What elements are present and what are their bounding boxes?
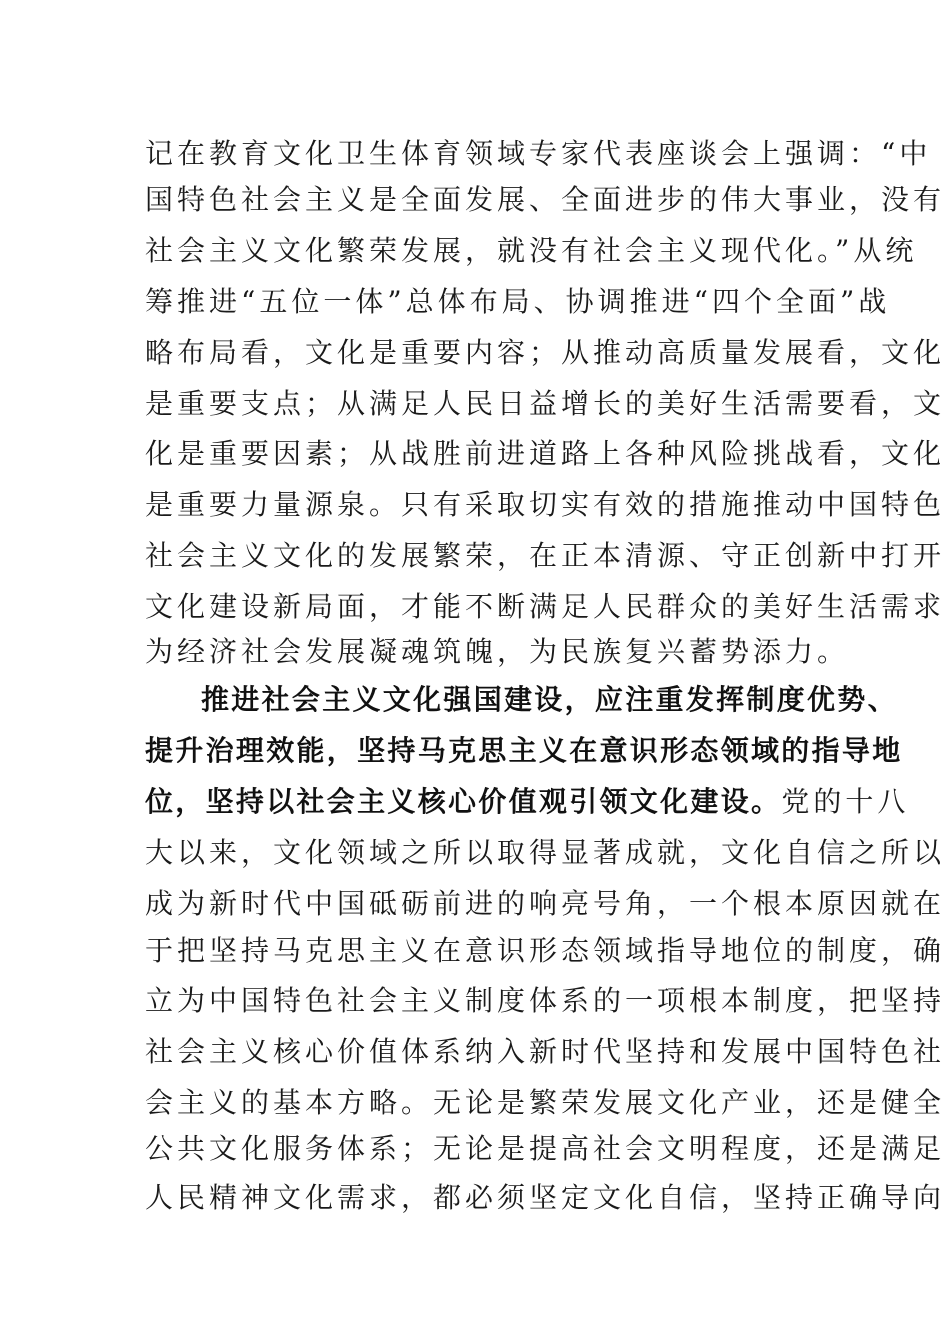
mixed-paragraph-line <box>145 784 909 820</box>
paragraph-line: 国特色社会主义是全面发展、全面进步的伟大事业，没有 <box>145 183 946 216</box>
paragraph-line: 社会主义文化的发展繁荣，在正本清源、守正创新中打开 <box>145 539 946 572</box>
bold-paragraph-line: 推进社会主义文化强国建设，应注重发挥制度优势、 <box>201 683 898 716</box>
paragraph-line: 筹推进“五位一体”总体布局、协调推进“四个全面”战 <box>145 285 891 318</box>
paragraph-line: 记在教育文化卫生体育领域专家代表座谈会上强调：“中 <box>145 137 932 170</box>
paragraph-line: 社会主义核心价值体系纳入新时代坚持和发展中国特色社 <box>145 1035 946 1068</box>
paragraph-line: 大以来，文化领域之所以取得显著成就，文化自信之所以 <box>145 836 946 869</box>
paragraph-line: 会主义的基本方略。无论是繁荣发展文化产业，还是健全 <box>145 1086 946 1119</box>
paragraph-line: 立为中国特色社会主义制度体系的一项根本制度，把坚持 <box>145 984 946 1017</box>
paragraph-line: 是重要力量源泉。只有采取切实有效的措施推动中国特色 <box>145 488 946 521</box>
paragraph-line: 化是重要因素；从战胜前进道路上各种风险挑战看，文化 <box>145 437 946 470</box>
paragraph-line: 成为新时代中国砥砺前进的响亮号角，一个根本原因就在 <box>145 887 946 920</box>
paragraph-line: 于把坚持马克思主义在意识形态领域指导地位的制度，确 <box>145 934 946 967</box>
regular-sentence-start: 党的十八 <box>781 785 910 818</box>
paragraph-line: 是重要支点；从满足人民日益增长的美好生活需要看，文 <box>145 387 946 420</box>
paragraph-line: 社会主义文化繁荣发展，就没有社会主义现代化。”从统 <box>145 234 918 267</box>
paragraph-line: 为经济社会发展凝魂筑魄，为民族复兴蓄势添力。 <box>145 635 850 668</box>
paragraph-line: 人民精神文化需求，都必须坚定文化自信，坚持正确导向 <box>145 1181 946 1214</box>
paragraph-line: 公共文化服务体系；无论是提高社会文明程度，还是满足 <box>145 1132 946 1165</box>
paragraph-line: 略布局看，文化是重要内容；从推动高质量发展看，文化 <box>145 336 946 369</box>
bold-paragraph-line: 提升治理效能，坚持马克思主义在意识形态领域的指导地 <box>145 734 903 767</box>
bold-sentence: 位，坚持以社会主义核心价值观引领文化建设。 <box>145 785 782 818</box>
paragraph-line: 文化建设新局面，才能不断满足人民群众的美好生活需求 <box>145 590 946 623</box>
